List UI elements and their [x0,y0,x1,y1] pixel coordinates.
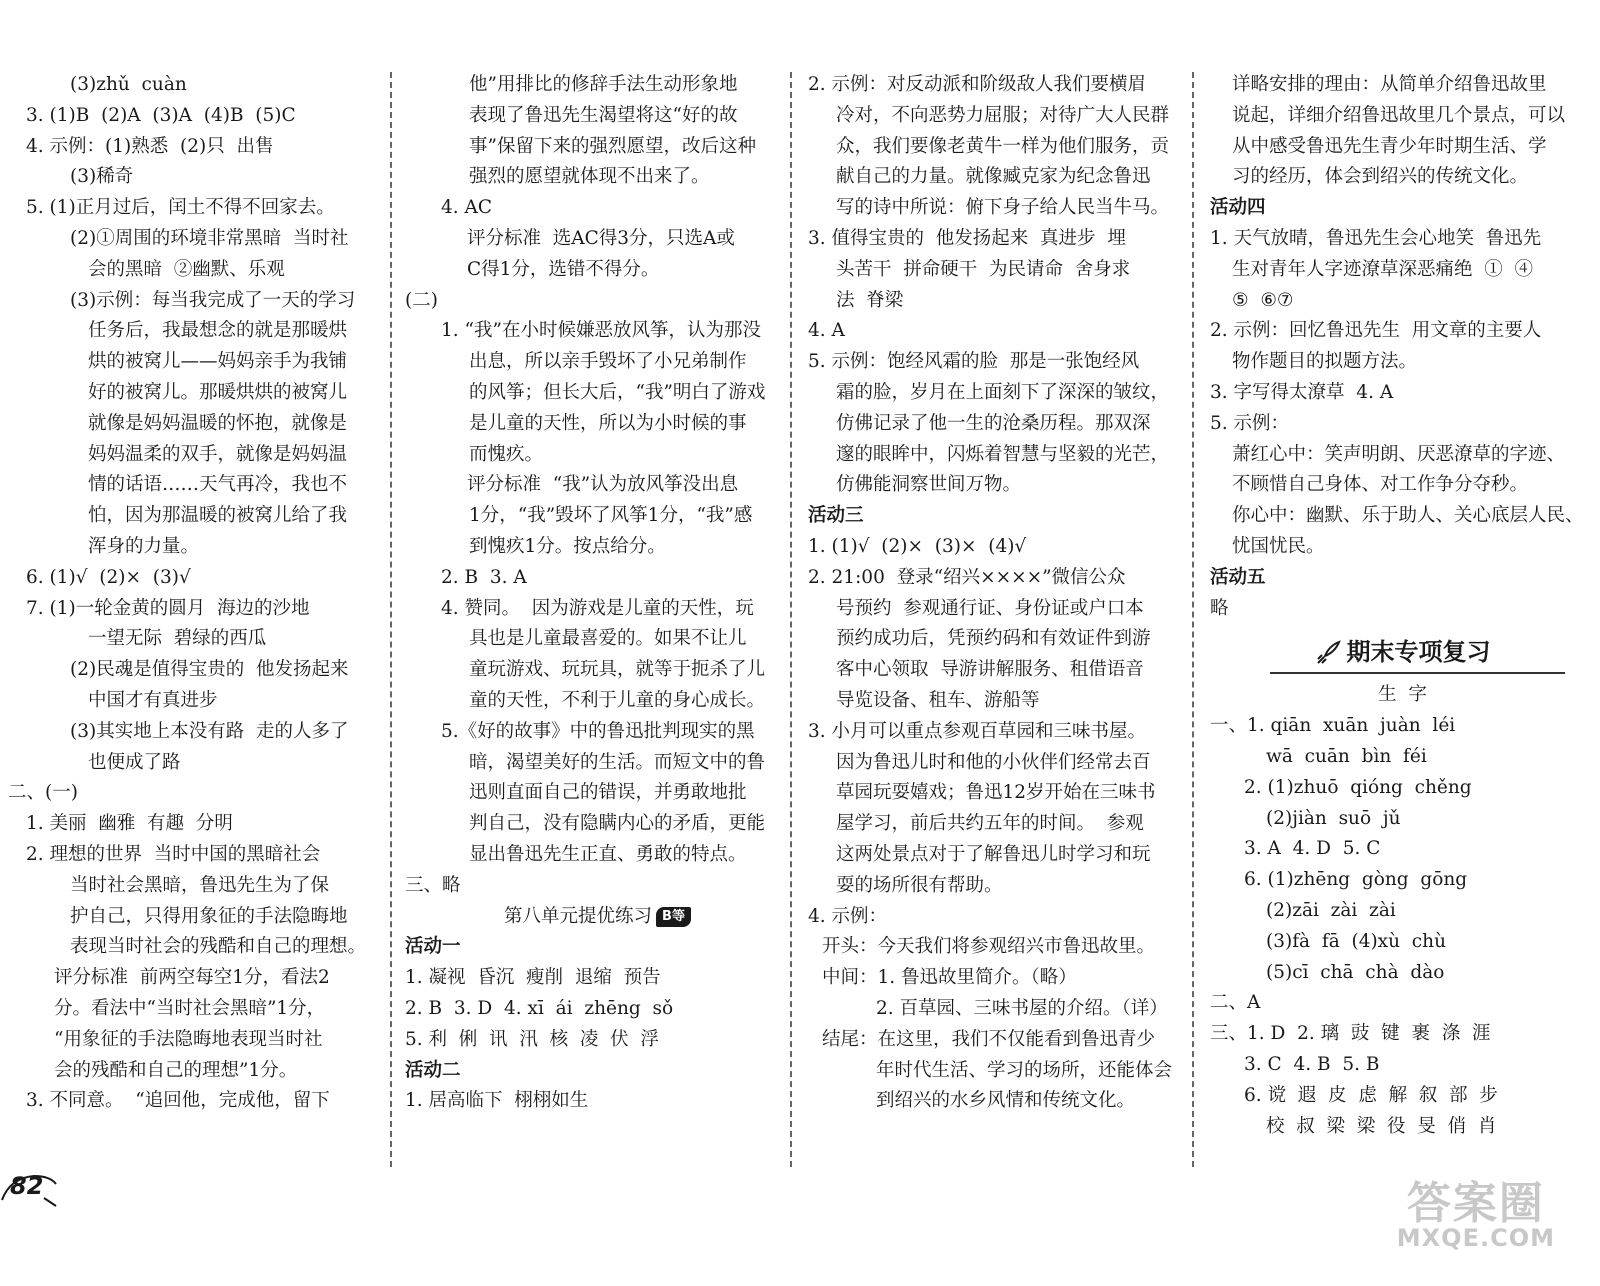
text-line: 到愧疚1分。按点给分。 [469,535,666,557]
text-line: 表现当时社会的残酷和自己的理想。 [70,936,367,958]
text-line: 而愧疚。 [469,443,544,465]
text-line: 任务后，我最想念的就是那暖烘 [88,320,348,342]
text-line: (二) [405,289,438,311]
text-line: (2)①周围的环境非常黑暗 当时社 [70,227,349,249]
text-line: 5. (1)正月过后，闰土不得不回家去。 [26,197,335,219]
text-line: 生 字 [1378,684,1427,706]
text-line: 强烈的愿望就体现不出来了。 [469,166,710,188]
text-line: 1. “我”在小时候嫌恶放风筝，认为那没 [441,320,761,342]
text-line: 5.《好的故事》中的鲁迅批判现实的黑 [441,720,755,742]
text-line: 1. 凝视 昏沉 瘦削 退缩 预告 [405,967,661,989]
subsection-label: 活动一 [405,936,461,958]
text-line: 童的天性，不利于儿童的身心成长。 [469,689,766,711]
text-line: 众，我们要像老黄牛一样为他们服务，贡 [836,135,1170,157]
text-line: 分。看法中“当时社会黑暗”1分， [54,997,326,1019]
text-line: C得1分，选错不得分。 [467,258,660,280]
text-line: 开头：今天我们将参观绍兴市鲁迅故里。 [822,936,1156,958]
text-line: 忧国忧民。 [1232,535,1325,557]
text-line: 5. 示例： [1210,412,1290,434]
text-line: 2. 理想的世界 当时中国的黑暗社会 [26,843,321,865]
page-number-text: 82 [10,1172,44,1200]
subsection-label: 活动三 [808,505,864,527]
text-line: 结尾：在这里，我们不仅能看到鲁迅青少 [822,1028,1156,1050]
text-line: 出息，所以亲手毁坏了小兄弟制作 [469,351,747,373]
subsection-label: 活动二 [405,1059,461,1081]
text-line: 校 叔 梁 梁 役 旻 俏 肖 [1266,1115,1497,1137]
text-line: (3)fà fā (4)xù chù [1266,930,1446,952]
text-line: 情的话语……天气再冷，我也不 [88,474,348,496]
text-line: 说起，详细介绍鲁迅故里几个景点，可以 [1232,104,1566,126]
text-line: 当时社会黑暗，鲁迅先生为了保 [70,874,330,896]
text-line: 1. 美丽 幽雅 有趣 分明 [26,813,233,835]
text-line: 这两处景点对于了解鲁迅儿时学习和玩 [836,843,1151,865]
text-line: (3)其实地上本没有路 走的人多了 [70,720,349,742]
text-line: 4. AC [441,197,493,219]
text-line: 会的黑暗 ②幽默、乐观 [88,258,285,280]
text-line: 评分标准 前两空每空1分，看法2 [54,967,330,989]
text-line: 预约成功后，凭预约码和有效证件到游 [836,628,1151,650]
text-line: 评分标准 选AC得3分，只选A或 [467,227,735,249]
text-line: 怕，因为那温暖的被窝儿给了我 [88,505,348,527]
text-line: 二、(一) [8,782,78,804]
text-line: ⑤ ⑥⑦ [1232,289,1294,311]
watermark-sub: MXQE.COM [1396,1224,1555,1252]
rocket-icon [1315,640,1341,666]
text-line: 法 脊梁 [836,289,904,311]
text-line: 献自己的力量。就像臧克家为纪念鲁迅 [836,166,1151,188]
text-line: 2. 21:00 登录“绍兴××××”微信公众 [808,566,1126,588]
text-line: 习的经历，体会到绍兴的传统文化。 [1232,166,1529,188]
text-line: 显出鲁迅先生正直、勇敢的特点。 [469,843,747,865]
text-line: 二、A [1210,992,1261,1014]
level-badge: B等 [656,907,691,927]
text-line: 三、1. D 2. 璃 豉 键 裹 涤 涯 [1210,1023,1491,1045]
text-line: 一、1. qiān xuān juàn léi [1210,715,1456,737]
text-line: 浑身的力量。 [88,535,200,557]
text-line: 事”保留下来的强烈愿望，改后这种 [469,135,756,157]
text-line: “用象征的手法隐晦地表现当时社 [54,1028,323,1050]
text-line: 邃的眼眸中，闪烁着智慧与坚毅的光芒， [836,443,1170,465]
text-line: 具也是儿童最喜爱的。如果不让儿 [469,628,747,650]
text-line: 到绍兴的水乡风情和传统文化。 [876,1090,1136,1112]
text-line: 6. (1)√ (2)× (3)√ [26,566,191,588]
unit-title-text: 第八单元提优练习 [504,905,653,927]
text-line: 仿佛能洞察世间万物。 [836,474,1022,496]
column-4 [1210,70,1595,1142]
text-line: 2. 百草园、三味书屋的介绍。（详） [876,997,1168,1019]
text-line: 物作题目的拟题方法。 [1232,351,1418,373]
text-line: 4. 示例：(1)熟悉 (2)只 出售 [26,135,274,157]
text-line: 中间：1. 鲁迅故里简介。（略） [822,967,1077,989]
text-line: 2. (1)zhuō qióng chěng [1244,776,1472,798]
text-line: 1. (1)√ (2)× (3)× (4)√ [808,535,1027,557]
text-line: (2)zāi zài zài [1266,899,1396,921]
text-line: 3. 字写得太潦草 4. A [1210,381,1394,403]
text-line: 4. 示例： [808,905,888,927]
text-line: (3)示例：每当我完成了一天的学习 [70,289,356,311]
text-line: 也便成了路 [88,751,181,773]
text-line: 6. 谠 遐 皮 虑 解 叙 部 步 [1244,1084,1498,1106]
text-line: 3. 值得宝贵的 他发扬起来 真进步 埋 [808,227,1126,249]
text-line: 草园玩耍嬉戏；鲁迅12岁开始在三味书 [836,782,1156,804]
text-line: (2)民魂是值得宝贵的 他发扬起来 [70,659,349,681]
text-line: 4. 赞同。 因为游戏是儿童的天性，玩 [441,597,754,619]
text-line: 就像是妈妈温暖的怀抱，就像是 [88,412,348,434]
column-3 [808,70,1198,1117]
text-line: wā cuān bìn féi [1266,745,1427,767]
text-line: 年时代生活、学习的场所，还能体会 [876,1059,1173,1081]
text-line: 暗，渴望美好的生活。而短文中的鲁 [469,751,766,773]
text-line: 判自己，没有隐瞒内心的矛盾，更能 [469,813,766,835]
text-line: 1分，“我”毁坏了风筝1分，“我”感 [469,505,753,527]
column-1 [8,70,390,1117]
text-line: (3)稀奇 [70,166,134,188]
text-line: 2. B 3. D 4. xī ái zhēng sǒ [405,997,674,1019]
unit-title [405,902,790,933]
text-line: 5. 利 俐 讯 汛 核 凌 伏 浮 [405,1028,659,1050]
text-line: 从中感受鲁迅先生青少年时期生活、学 [1232,135,1547,157]
section-heading [1210,624,1595,680]
text-line: 生对青年人字迹潦草深恶痛绝 ① ④ [1232,258,1534,280]
subsection-label: 活动四 [1210,197,1266,219]
text-line: 会的残酷和自己的理想”1分。 [54,1059,298,1081]
text-line: 6. (1)zhēng gòng gōng [1244,869,1468,891]
text-line: 好的被窝儿。那暖烘烘的被窝儿 [88,381,348,403]
column-divider [790,72,792,1167]
text-line: 中国才有真进步 [88,689,218,711]
text-line: (2)jiàn suō jǔ [1266,807,1401,829]
text-line: 霜的脸，岁月在上面刻下了深深的皱纹， [836,381,1170,403]
text-line: 3. 小月可以重点参观百草园和三味书屋。 [808,720,1147,742]
text-line: 客中心领取 导游讲解服务、租借语音 [836,659,1144,681]
text-line: 写的诗中所说：俯下身子给人民当牛马。 [836,197,1170,219]
text-line: 你心中：幽默、乐于助人、关心底层人民、 [1232,505,1584,527]
text-line: 4. A [808,320,845,342]
text-line: 是儿童的天性，所以为小时候的事 [469,412,747,434]
column-divider [390,72,392,1167]
text-line: 评分标准 “我”认为放风筝没出息 [467,474,739,496]
text-line: 不顾惜自己身体、对工作争分夺秒。 [1232,474,1529,496]
text-line: 屋学习，前后共约五年的时间。 参观 [836,813,1144,835]
text-line: 三、略 [405,874,461,896]
text-line: 护自己，只得用象征的手法隐晦地 [70,905,348,927]
text-line: (3)zhǔ cuàn [70,74,187,95]
text-line: 略 [1210,597,1229,619]
text-line: 童玩游戏、玩玩具，就等于扼杀了儿 [469,659,766,681]
text-line: 2. B 3. A [441,566,527,588]
text-line: 3. A 4. D 5. C [1244,838,1381,860]
text-line: 仿佛记录了他一生的沧桑历程。那双深 [836,412,1151,434]
text-line: 5. 示例：饱经风霜的脸 那是一张饱经风 [808,351,1140,373]
text-line: (5)cī chā chà dào [1266,961,1445,983]
watermark-main: 答案圈 [1406,1178,1545,1229]
text-line: 冷对，不向恶势力屈服；对待广大人民群 [836,104,1170,126]
text-line: 表现了鲁迅先生渴望将这“好的故 [469,104,738,126]
text-line: 一望无际 碧绿的西瓜 [88,628,267,650]
text-line: 3. C 4. B 5. B [1244,1053,1380,1075]
subsection-label: 活动五 [1210,566,1266,588]
section-heading-text: 期末专项复习 [1346,638,1491,667]
text-line: 2. 示例：对反动派和阶级敌人我们要横眉 [808,74,1147,95]
text-line: 迅则直面自己的错误，并勇敢地批 [469,782,747,804]
page-number [0,1170,60,1206]
text-line: 头苦干 拼命硬干 为民请命 舍身求 [836,258,1131,280]
text-line: 他”用排比的修辞手法生动形象地 [469,74,738,95]
text-line: 3. (1)B (2)A (3)A (4)B (5)C [26,104,296,126]
text-line: 导览设备、租车、游船等 [836,689,1040,711]
text-line: 1. 天气放晴，鲁迅先生会心地笑 鲁迅先 [1210,227,1542,249]
text-line: 烘的被窝儿——妈妈亲手为我铺 [88,351,348,373]
text-line: 耍的场所很有帮助。 [836,874,1003,896]
watermark [1396,1178,1555,1252]
text-line: 妈妈温柔的双手，就像是妈妈温 [88,443,348,465]
text-line: 萧红心中：笑声明朗、厌恶潦草的字迹、 [1232,443,1566,465]
text-line: 2. 示例：回忆鲁迅先生 用文章的主要人 [1210,320,1542,342]
text-line: 的风筝；但长大后，“我”明白了游戏 [469,381,766,403]
text-line: 3. 不同意。 “追回他，完成他，留下 [26,1090,330,1112]
text-line: 号预约 参观通行证、身份证或户口本 [836,597,1144,619]
text-line: 7. (1)一轮金黄的圆月 海边的沙地 [26,597,310,619]
text-line: 详略安排的理由：从简单介绍鲁迅故里 [1232,74,1547,95]
text-line: 因为鲁迅儿时和他的小伙伴们经常去百 [836,751,1151,773]
text-line: 1. 居高临下 栩栩如生 [405,1090,589,1112]
column-2 [405,70,790,1117]
